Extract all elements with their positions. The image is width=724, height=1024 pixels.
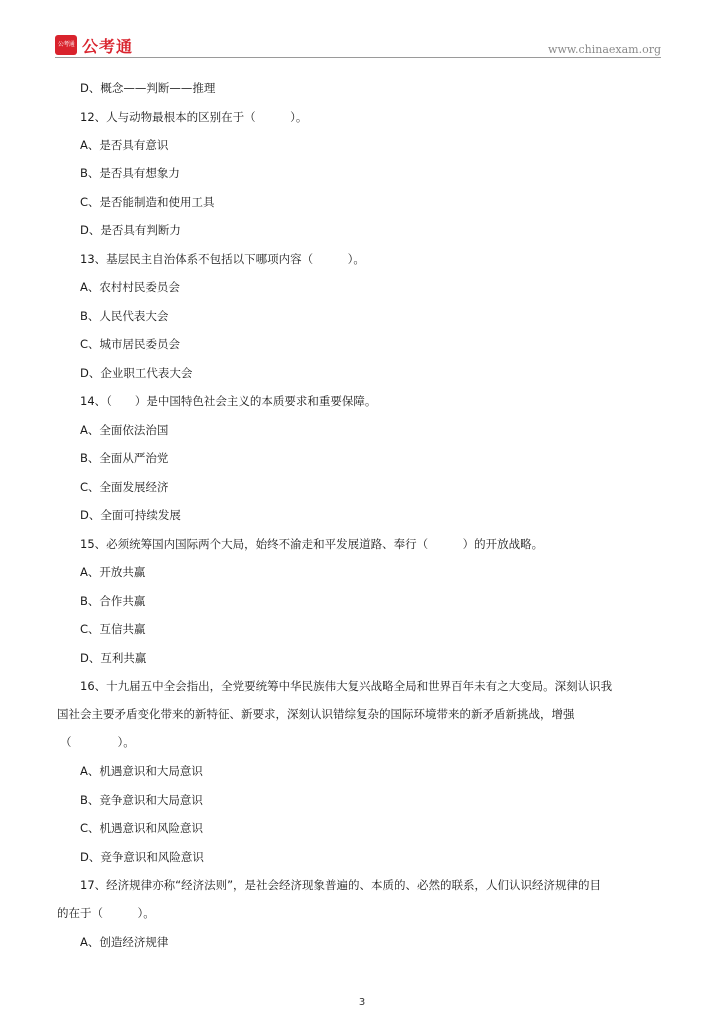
q14-question: 14、（ ）是中国特色社会主义的本质要求和重要保障。 bbox=[80, 394, 377, 408]
page-header bbox=[0, 0, 724, 60]
q16-question-line-2: 国社会主要矛盾变化带来的新特征、新要求，深刻认识错综复杂的国际环境带来的新矛盾新挑战，增强 bbox=[57, 707, 575, 721]
logo[interactable] bbox=[55, 34, 133, 56]
q17-option-a: A、创造经济规律 bbox=[80, 935, 169, 949]
q15-option-a: A、开放共赢 bbox=[80, 565, 146, 579]
q16-question-line-3: （ ）。 bbox=[60, 735, 135, 749]
q17-question-line-1: 17、经济规律亦称“经济法则”，是社会经济现象普遍的、本质的、必然的联系，人们认识经济规律的目 bbox=[80, 878, 602, 892]
header-divider bbox=[55, 57, 661, 58]
q13-option-c: C、城市居民委员会 bbox=[80, 337, 181, 351]
q12-option-b: B、是否具有想象力 bbox=[80, 166, 180, 180]
site-url[interactable]: www.chinaexam.org bbox=[548, 43, 661, 56]
q12-option-c: C、是否能制造和使用工具 bbox=[80, 195, 215, 209]
q15-option-c: C、互信共赢 bbox=[80, 622, 146, 636]
q15-option-b: B、合作共赢 bbox=[80, 594, 146, 608]
q16-option-c: C、机遇意识和风险意识 bbox=[80, 821, 204, 835]
q14-option-b: B、全面从严治党 bbox=[80, 451, 169, 465]
q15-question: 15、必须统筹国内国际两个大局，始终不渝走和平发展道路、奉行（ ）的开放战略。 bbox=[80, 537, 544, 551]
page-number: 3 bbox=[358, 997, 366, 1008]
logo-text: 公考通 bbox=[82, 36, 134, 56]
logo-badge: 公考通 bbox=[55, 35, 77, 55]
q16-question-line-1: 16、十九届五中全会指出，全党要统筹中华民族伟大复兴战略全局和世界百年未有之大变局。深刻认识我 bbox=[80, 679, 613, 693]
q14-option-d: D、全面可持续发展 bbox=[80, 508, 181, 522]
q14-option-a: A、全面依法治国 bbox=[80, 423, 169, 437]
q14-option-c: C、全面发展经济 bbox=[80, 480, 169, 494]
q12-option-d: D、是否具有判断力 bbox=[80, 223, 181, 237]
q15-option-d: D、互利共赢 bbox=[80, 651, 147, 665]
q17-question-line-2: 的在于（ ）。 bbox=[57, 906, 155, 920]
q16-option-b: B、竞争意识和大局意识 bbox=[80, 793, 203, 807]
q11-option-d: D、概念——判断——推理 bbox=[80, 81, 216, 95]
q16-option-d: D、竞争意识和风险意识 bbox=[80, 850, 204, 864]
q13-option-a: A、农村村民委员会 bbox=[80, 280, 180, 294]
q12-question: 12、人与动物最根本的区别在于（ ）。 bbox=[80, 110, 308, 124]
q13-question: 13、基层民主自治体系不包括以下哪项内容（ ）。 bbox=[80, 252, 365, 266]
q13-option-d: D、企业职工代表大会 bbox=[80, 366, 193, 380]
q12-option-a: A、是否具有意识 bbox=[80, 138, 169, 152]
q13-option-b: B、人民代表大会 bbox=[80, 309, 169, 323]
q16-option-a: A、机遇意识和大局意识 bbox=[80, 764, 203, 778]
